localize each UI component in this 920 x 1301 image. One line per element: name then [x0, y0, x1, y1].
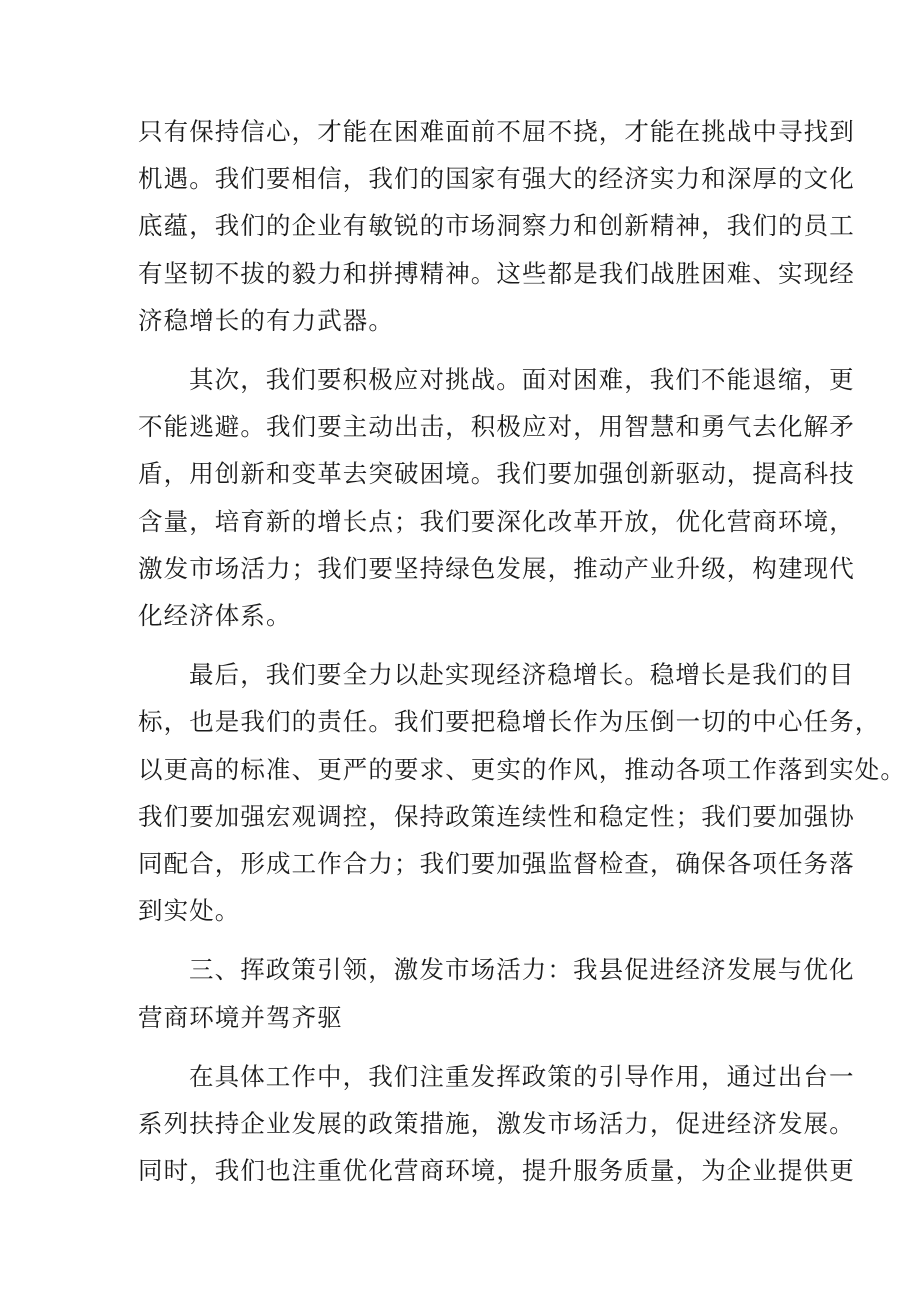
- heading-line: 三、挥政策引领，激发市场活力：我县促进经济发展与优化: [189, 955, 855, 985]
- paragraph-respond-challenges: [138, 356, 855, 639]
- heading-line: 营商环境并驾齐驱: [138, 1002, 343, 1032]
- text-line: 在具体工作中，我们注重发挥政策的引导作用，通过出台一: [189, 1061, 855, 1091]
- text-line: 化经济体系。: [138, 601, 292, 631]
- text-line: 同时，我们也注重优化营商环境，提升服务质量，为企业提供更: [138, 1156, 855, 1186]
- text-line: 其次，我们要积极应对挑战。面对困难，我们不能退缩，更: [189, 365, 855, 395]
- text-line: 同配合，形成工作合力；我们要加强监督检查，确保各项任务落: [138, 849, 855, 879]
- text-line: 标，也是我们的责任。我们要把稳增长作为压倒一切的中心任务，: [138, 707, 881, 737]
- text-line: 盾，用创新和变革去突破困境。我们要加强创新驱动，提高科技: [138, 459, 855, 489]
- text-line: 济稳增长的有力武器。: [138, 305, 394, 335]
- text-line: 底蕴，我们的企业有敏锐的市场洞察力和创新精神，我们的员工: [138, 211, 855, 241]
- text-line: 我们要加强宏观调控，保持政策连续性和稳定性；我们要加强协: [138, 801, 855, 831]
- text-line: 系列扶持企业发展的政策措施，激发市场活力，促进经济发展。: [138, 1109, 855, 1139]
- text-line: 到实处。: [138, 896, 241, 926]
- section-heading-three: [138, 946, 855, 1040]
- text-line: 只有保持信心，才能在困难面前不屈不挠，才能在挑战中寻找到: [138, 117, 855, 146]
- text-line: 有坚韧不拔的毅力和拼搏精神。这些都是我们战胜困难、实现经: [138, 258, 855, 288]
- paragraph-stable-growth: [138, 651, 906, 934]
- text-line: 含量，培育新的增长点；我们要深化改革开放，优化营商环境，: [138, 506, 855, 536]
- paragraph-confidence: [138, 108, 855, 344]
- text-line: 机遇。我们要相信，我们的国家有强大的经济实力和深厚的文化: [138, 164, 855, 194]
- text-line: 最后，我们要全力以赴实现经济稳增长。稳增长是我们的目: [189, 660, 855, 690]
- paragraph-policy-guidance: [138, 1053, 855, 1195]
- document-body: [138, 108, 906, 1194]
- text-line: 以更高的标准、更严的要求、更实的作风，推动各项工作落到实处。: [138, 754, 906, 784]
- text-line: 激发市场活力；我们要坚持绿色发展，推动产业升级，构建现代: [138, 553, 855, 583]
- text-line: 不能逃避。我们要主动出击，积极应对，用智慧和勇气去化解矛: [138, 412, 855, 442]
